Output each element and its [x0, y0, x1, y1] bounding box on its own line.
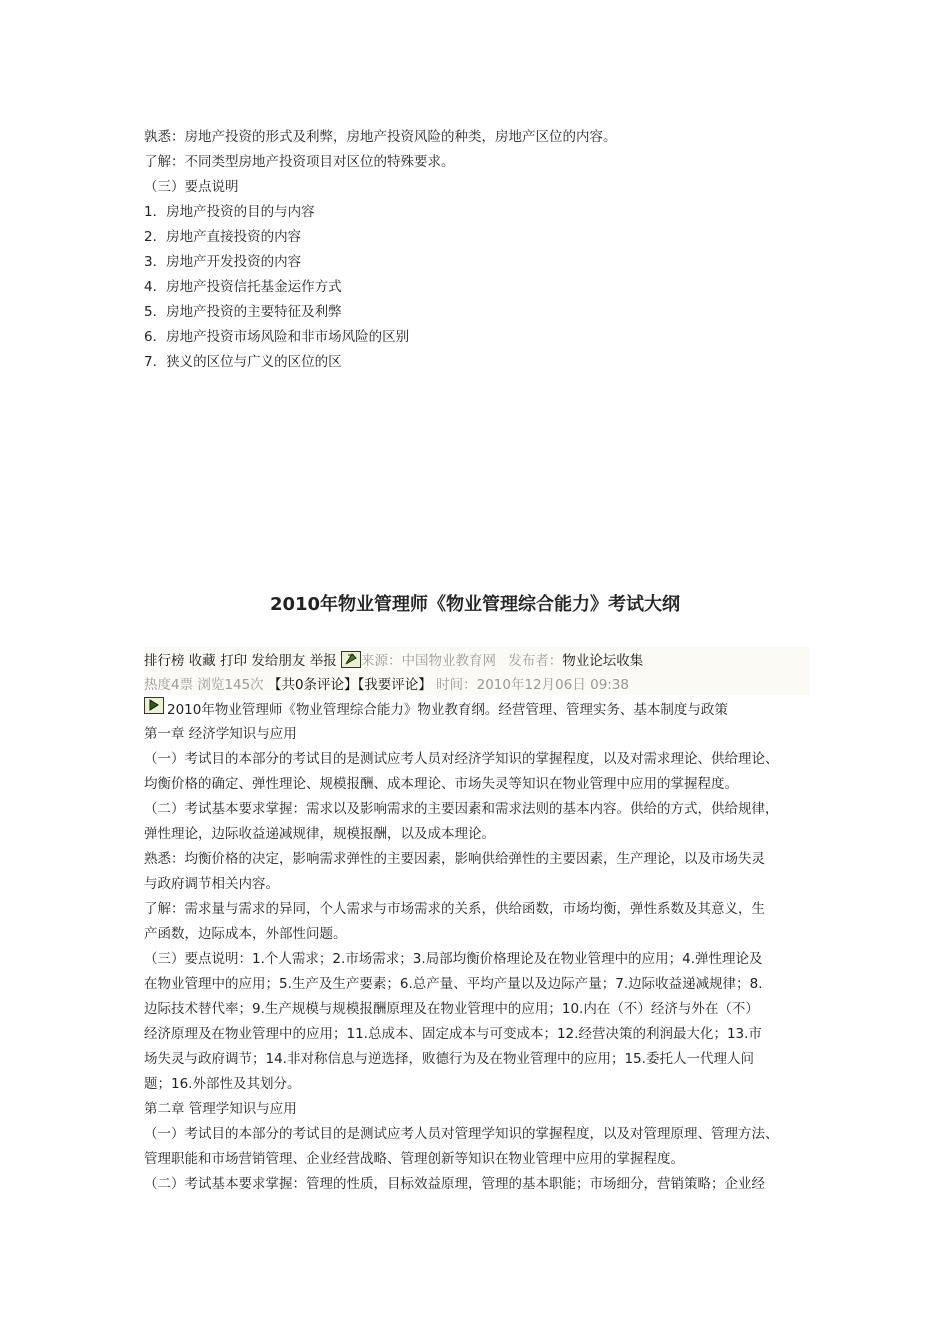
view-count: 浏览145次 [197, 677, 264, 693]
text-line: （一）考试目的本部分的考试目的是测试应考人员对管理学知识的掌握程度，以及对管理原理、管理方法、 [144, 1126, 779, 1142]
comment-count-link[interactable]: 【共0条评论】 [267, 677, 358, 693]
text-line: 6．房地产投资市场风险和非市场风险的区别 [144, 329, 410, 345]
publisher-label: 发布者： [508, 653, 563, 669]
source-value: 中国物业教育网 [401, 653, 496, 669]
publish-time: 时间：2010年12月06日 09:38 [436, 677, 630, 693]
article-toolbar [144, 649, 643, 674]
text-line: 了解：需求量与需求的异同，个人需求与市场需求的关系，供给函数，市场均衡，弹性系数及其意义，生 [144, 901, 765, 917]
report-link[interactable]: 举报 [309, 653, 337, 669]
text-line: 管理职能和市场营销管理、企业经营战略、管理创新等知识在物业管理中应用的掌握程度。 [144, 1151, 684, 1167]
text-line: 孰悉：房地产投资的形式及利弊，房地产投资风险的种类，房地产区位的内容。 [144, 129, 617, 145]
text-line: 与政府调节相关内容。 [144, 876, 279, 892]
source-label: 来源： [360, 653, 402, 669]
text-line: （三）要点说明 [144, 179, 239, 195]
text-line: 7．狭义的区位与广义的区位的区 [144, 354, 342, 370]
text-line: 边际技术替代率；9.生产规模与规模报酬原理及在物业管理中的应用；10.内在（不）经济与外在（不） [144, 1001, 759, 1017]
text-line: 1．房地产投资的目的与内容 [144, 204, 315, 220]
article-title: 2010年物业管理师《物业管理综合能力》考试大纲 [269, 594, 681, 615]
publisher-value: 物业论坛收集 [562, 653, 644, 669]
text-line: （三）要点说明：1.个人需求；2.市场需求；3.局部均衡价格理论及在物业管理中的应用；4.弹性理论及 [144, 951, 763, 967]
text-line: （一）考试目的本部分的考试目的是测试应考人员对经济学知识的掌握程度，以及对需求理论、供给理论、 [144, 751, 779, 767]
text-line: 4．房地产投资信托基金运作方式 [144, 279, 342, 295]
text-line: 弹性理论，边际收益递减规律，规模报酬，以及成本理论。 [144, 826, 495, 842]
text-line: （二）考试基本要求掌握：管理的性质，目标效益原理，管理的基本职能；市场细分，营销策略；企业经 [144, 1176, 765, 1192]
article-stats [144, 673, 629, 698]
text-line: 场失灵与政府调节；14.非对称信息与逆选择，败德行为及在物业管理中的应用；15.委托人一代理人问 [144, 1051, 754, 1067]
text-line: 经济原理及在物业管理中的应用；11.总成本、固定成本与可变成本；12.经营决策的利润最大化；13.市 [144, 1026, 762, 1042]
text-line: 熟悉：均衡价格的决定，影响需求弹性的主要因素，影响供给弹性的主要因素，生产理论，以及市场失灵 [144, 851, 765, 867]
chapter-heading: 第二章 管理学知识与应用 [144, 1101, 297, 1117]
source-icon [341, 651, 361, 668]
text-line: 3．房地产开发投资的内容 [144, 254, 302, 270]
text-line: （二）考试基本要求掌握：需求以及影响需求的主要因素和需求法则的基本内容。供给的方式，供给规律， [144, 801, 779, 817]
text-line: 5．房地产投资的主要特征及利弊 [144, 304, 342, 320]
my-comment-link[interactable]: 【我要评论】 [357, 677, 432, 693]
heat-count: 热度4票 [144, 677, 194, 693]
text-line: 2．房地产直接投资的内容 [144, 229, 302, 245]
text-line: 均衡价格的确定、弹性理论、规模报酬、成本理论、市场失灵等知识在物业管理中应用的掌握程度。 [144, 776, 738, 792]
text-line: 了解：不同类型房地产投资项目对区位的特殊要求。 [144, 154, 455, 170]
text-line: 在物业管理中的应用；5.生产及生产要素；6.总产量、平均产量以及边际产量；7.边际收益递减规律；8. [144, 976, 763, 992]
article-intro: 2010年物业管理师《物业管理综合能力》物业教育纲。经营管理、管理实务、基本制度与政策 [167, 702, 728, 718]
ranking-link[interactable]: 排行榜 [144, 653, 185, 669]
text-line: 题；16.外部性及其划分。 [144, 1076, 301, 1092]
favorite-link[interactable]: 收藏 [188, 653, 216, 669]
send-friend-link[interactable]: 发给朋友 [251, 653, 306, 669]
article-icon [144, 697, 164, 714]
text-line: 产函数，边际成本，外部性问题。 [144, 926, 347, 942]
chapter-heading: 第一章 经济学知识与应用 [144, 726, 297, 742]
print-link[interactable]: 打印 [220, 653, 248, 669]
